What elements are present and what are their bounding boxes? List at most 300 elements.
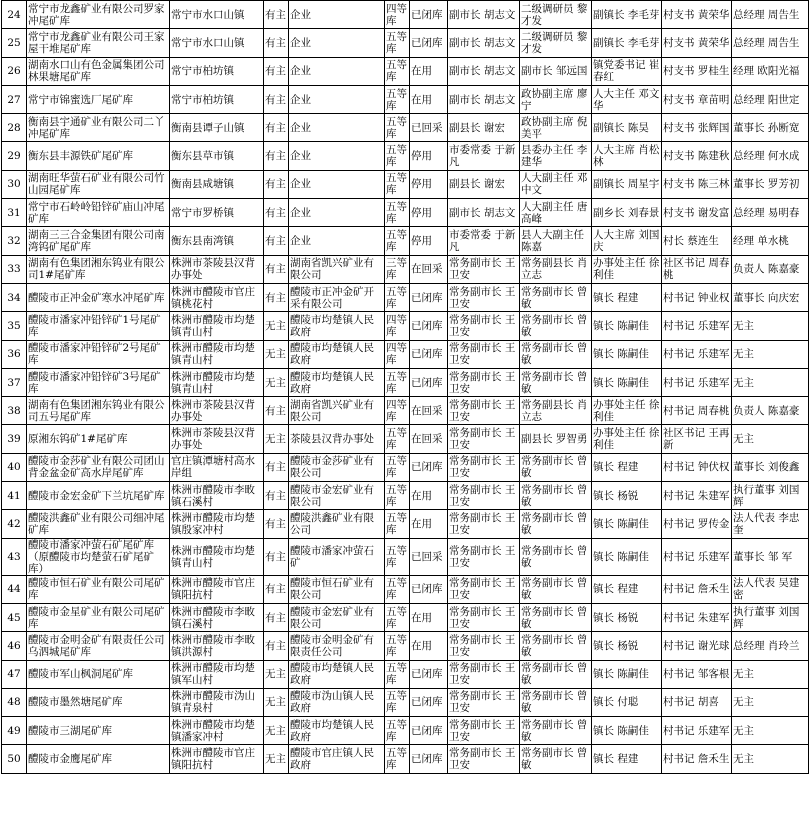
dept-leader-cell: 政协副主席 廖宁 [520, 85, 592, 113]
table-row [2, 255, 809, 283]
row-number-cell: 41 [2, 482, 27, 510]
dept-leader-cell: 常务副市长 曾敏 [520, 688, 592, 716]
status-cell: 已闭库 [410, 660, 448, 688]
dept-leader-cell: 常务副市长 曾敏 [520, 575, 592, 603]
town-leader-cell: 镇长 杨锐 [592, 482, 662, 510]
enterprise-leader-cell: 无主 [732, 340, 809, 368]
status-cell: 停用 [410, 227, 448, 255]
table-row [2, 227, 809, 255]
town-leader-cell: 镇长 陈嗣佳 [592, 368, 662, 396]
location-cell: 衡南县咸塘镇 [170, 170, 264, 198]
village-leader-cell: 村长 蔡连生 [662, 227, 732, 255]
status-cell: 已闭库 [410, 340, 448, 368]
pond-name-cell: 醴陵市恒石矿业有限公司尾矿库 [27, 575, 170, 603]
grade-cell: 五等库 [385, 85, 410, 113]
dept-leader-cell: 常务副市长 曾敏 [520, 660, 592, 688]
ownership-cell: 有主 [264, 29, 289, 57]
ownership-cell: 有主 [264, 227, 289, 255]
gov-leader-cell: 常务副市长 王卫安 [448, 425, 520, 453]
status-cell: 在回采 [410, 397, 448, 425]
responsible-unit-cell: 醴陵市恒石矿业有限公司 [289, 575, 385, 603]
gov-leader-cell: 常务副市长 王卫安 [448, 660, 520, 688]
enterprise-leader-cell: 董事长 向庆宏 [732, 283, 809, 311]
dept-leader-cell: 二级调研员 黎才发 [520, 29, 592, 57]
responsible-unit-cell: 企业 [289, 29, 385, 57]
row-number-cell: 28 [2, 114, 27, 142]
status-cell: 已闭库 [410, 717, 448, 745]
village-leader-cell: 村书记 乐建军 [662, 538, 732, 575]
pond-name-cell: 醴陵市潘家冲铅锌矿1号尾矿库 [27, 312, 170, 340]
pond-name-cell: 常宁市锦蜜选厂尾矿库 [27, 85, 170, 113]
ownership-cell: 有主 [264, 397, 289, 425]
gov-leader-cell: 常务副市长 王卫安 [448, 603, 520, 631]
enterprise-leader-cell: 无主 [732, 688, 809, 716]
village-leader-cell: 村书记 詹禾生 [662, 745, 732, 773]
dept-leader-cell: 副县长 罗智勇 [520, 425, 592, 453]
village-leader-cell: 村支书 陈建秋 [662, 142, 732, 170]
row-number-cell: 49 [2, 717, 27, 745]
gov-leader-cell: 常务副市长 王卫安 [448, 283, 520, 311]
grade-cell: 五等库 [385, 227, 410, 255]
enterprise-leader-cell: 经理 单水桃 [732, 227, 809, 255]
table-row [2, 199, 809, 227]
location-cell: 常宁市水口山镇 [170, 29, 264, 57]
grade-cell: 五等库 [385, 745, 410, 773]
pond-name-cell: 醴陵市正冲金矿寒水冲尾矿库 [27, 283, 170, 311]
responsible-unit-cell: 企业 [289, 142, 385, 170]
row-number-cell: 24 [2, 1, 27, 29]
town-leader-cell: 人大主席 刘国庆 [592, 227, 662, 255]
ownership-cell: 无主 [264, 717, 289, 745]
town-leader-cell: 副乡长 刘春景 [592, 199, 662, 227]
dept-leader-cell: 人大副主任 邓中文 [520, 170, 592, 198]
location-cell: 株洲市醴陵市均楚镇青山村 [170, 340, 264, 368]
table-row [2, 510, 809, 538]
grade-cell: 四等库 [385, 312, 410, 340]
responsible-unit-cell: 醴陵洪鑫矿业有限公司 [289, 510, 385, 538]
dept-leader-cell: 县委办主任 李建华 [520, 142, 592, 170]
dept-leader-cell: 政协副主席 倪美平 [520, 114, 592, 142]
table-row [2, 1, 809, 29]
table-row [2, 114, 809, 142]
enterprise-leader-cell: 董事长 罗芳初 [732, 170, 809, 198]
town-leader-cell: 办事处主任 徐利佳 [592, 425, 662, 453]
enterprise-leader-cell: 负责人 陈嘉豪 [732, 255, 809, 283]
gov-leader-cell: 常务副市长 王卫安 [448, 255, 520, 283]
pond-name-cell: 醴陵市金莎矿业有限公司团山背金盆金矿高水岸尾矿库 [27, 453, 170, 481]
row-number-cell: 33 [2, 255, 27, 283]
enterprise-leader-cell: 董事长 邹 军 [732, 538, 809, 575]
town-leader-cell: 办事处主任 徐利佳 [592, 397, 662, 425]
status-cell: 已闭库 [410, 453, 448, 481]
location-cell: 衡东县南湾镇 [170, 227, 264, 255]
pond-name-cell: 湖南有色集团湘东钨业有限公司五号尾矿库 [27, 397, 170, 425]
dept-leader-cell: 常务副市长 曾敏 [520, 717, 592, 745]
table-row [2, 340, 809, 368]
village-leader-cell: 村支书 黄荣华 [662, 1, 732, 29]
gov-leader-cell: 市委常委 于新凡 [448, 142, 520, 170]
gov-leader-cell: 常务副市长 王卫安 [448, 688, 520, 716]
row-number-cell: 39 [2, 425, 27, 453]
responsible-unit-cell: 醴陵市金宏矿业有限公司 [289, 603, 385, 631]
gov-leader-cell: 副县长 谢宏 [448, 170, 520, 198]
location-cell: 株洲市醴陵市官庄镇阳抗村 [170, 745, 264, 773]
grade-cell: 四等库 [385, 1, 410, 29]
village-leader-cell: 村书记 乐建军 [662, 368, 732, 396]
village-leader-cell: 村书记 乐建军 [662, 340, 732, 368]
gov-leader-cell: 常务副市长 王卫安 [448, 575, 520, 603]
table-row [2, 660, 809, 688]
village-leader-cell: 社区书记 王再新 [662, 425, 732, 453]
status-cell: 在回采 [410, 425, 448, 453]
grade-cell: 五等库 [385, 575, 410, 603]
grade-cell: 三等库 [385, 255, 410, 283]
row-number-cell: 42 [2, 510, 27, 538]
ownership-cell: 无主 [264, 312, 289, 340]
location-cell: 株洲市醴陵市均楚镇青山村 [170, 312, 264, 340]
gov-leader-cell: 副市长 胡志文 [448, 85, 520, 113]
table-row [2, 312, 809, 340]
row-number-cell: 27 [2, 85, 27, 113]
pond-name-cell: 衡南县宇通矿业有限公司二丫冲尾矿库 [27, 114, 170, 142]
village-leader-cell: 村书记 谢光球 [662, 632, 732, 660]
pond-name-cell: 原湘东钨矿1#尾矿库 [27, 425, 170, 453]
dept-leader-cell: 县人大副主任 陈嘉 [520, 227, 592, 255]
enterprise-leader-cell: 无主 [732, 660, 809, 688]
enterprise-leader-cell: 无主 [732, 745, 809, 773]
pond-name-cell: 醴陵市金明金矿有限责任公司乌泗城尾矿库 [27, 632, 170, 660]
status-cell: 停用 [410, 170, 448, 198]
gov-leader-cell: 常务副市长 王卫安 [448, 312, 520, 340]
ownership-cell: 有主 [264, 57, 289, 85]
town-leader-cell: 副镇长 李毛芽 [592, 1, 662, 29]
gov-leader-cell: 常务副市长 王卫安 [448, 538, 520, 575]
dept-leader-cell: 副市长 邹远国 [520, 57, 592, 85]
location-cell: 株洲市醴陵市均楚镇军山村 [170, 660, 264, 688]
status-cell: 已闭库 [410, 575, 448, 603]
town-leader-cell: 镇长 陈嗣佳 [592, 660, 662, 688]
table-row [2, 538, 809, 575]
responsible-unit-cell: 醴陵市均楚镇人民政府 [289, 340, 385, 368]
table-row [2, 283, 809, 311]
dept-leader-cell: 常务副市长 曾敏 [520, 482, 592, 510]
dept-leader-cell: 常务副县长 肖立志 [520, 255, 592, 283]
row-number-cell: 48 [2, 688, 27, 716]
row-number-cell: 43 [2, 538, 27, 575]
dept-leader-cell: 常务副市长 曾敏 [520, 745, 592, 773]
status-cell: 停用 [410, 142, 448, 170]
table-row [2, 688, 809, 716]
village-leader-cell: 村支书 谢发富 [662, 199, 732, 227]
responsible-unit-cell: 醴陵市均楚镇人民政府 [289, 312, 385, 340]
table-row [2, 29, 809, 57]
location-cell: 株洲市醴陵市李畋镇石溪村 [170, 482, 264, 510]
location-cell: 株洲市醴陵市李畋镇洪源村 [170, 632, 264, 660]
dept-leader-cell: 常务副市长 曾敏 [520, 632, 592, 660]
table-row [2, 603, 809, 631]
row-number-cell: 44 [2, 575, 27, 603]
responsible-unit-cell: 企业 [289, 170, 385, 198]
town-leader-cell: 镇长 杨锐 [592, 603, 662, 631]
dept-leader-cell: 常务副市长 曾敏 [520, 603, 592, 631]
gov-leader-cell: 常务副市长 王卫安 [448, 632, 520, 660]
location-cell: 常宁市水口山镇 [170, 1, 264, 29]
status-cell: 在用 [410, 482, 448, 510]
town-leader-cell: 人大主任 邓文华 [592, 85, 662, 113]
status-cell: 已回采 [410, 114, 448, 142]
enterprise-leader-cell: 总经理 易明春 [732, 199, 809, 227]
status-cell: 停用 [410, 199, 448, 227]
gov-leader-cell: 副市长 胡志文 [448, 199, 520, 227]
ownership-cell: 无主 [264, 425, 289, 453]
enterprise-leader-cell: 无主 [732, 425, 809, 453]
row-number-cell: 25 [2, 29, 27, 57]
row-number-cell: 46 [2, 632, 27, 660]
ownership-cell: 有主 [264, 255, 289, 283]
grade-cell: 四等库 [385, 340, 410, 368]
table-row [2, 717, 809, 745]
town-leader-cell: 镇长 程建 [592, 575, 662, 603]
ownership-cell: 有主 [264, 632, 289, 660]
row-number-cell: 31 [2, 199, 27, 227]
ownership-cell: 有主 [264, 114, 289, 142]
enterprise-leader-cell: 执行董事 刘国辉 [732, 603, 809, 631]
ownership-cell: 有主 [264, 170, 289, 198]
enterprise-leader-cell: 法人代表 李忠奎 [732, 510, 809, 538]
grade-cell: 五等库 [385, 660, 410, 688]
enterprise-leader-cell: 执行董事 刘国辉 [732, 482, 809, 510]
row-number-cell: 26 [2, 57, 27, 85]
responsible-unit-cell: 企业 [289, 1, 385, 29]
table-row [2, 482, 809, 510]
ownership-cell: 有主 [264, 283, 289, 311]
location-cell: 株洲市醴陵市沩山镇青泉村 [170, 688, 264, 716]
enterprise-leader-cell: 总经理 肖玲兰 [732, 632, 809, 660]
village-leader-cell: 村书记 乐建军 [662, 312, 732, 340]
status-cell: 在用 [410, 632, 448, 660]
gov-leader-cell: 副县长 谢宏 [448, 114, 520, 142]
table-row [2, 85, 809, 113]
location-cell: 常宁市罗桥镇 [170, 199, 264, 227]
responsible-unit-cell: 茶陵县汉背办事处 [289, 425, 385, 453]
gov-leader-cell: 市委常委 于新凡 [448, 227, 520, 255]
grade-cell: 五等库 [385, 688, 410, 716]
grade-cell: 五等库 [385, 603, 410, 631]
gov-leader-cell: 副市长 胡志文 [448, 57, 520, 85]
table-row [2, 368, 809, 396]
responsible-unit-cell: 企业 [289, 227, 385, 255]
village-leader-cell: 村书记 胡喜 [662, 688, 732, 716]
location-cell: 株洲市醴陵市均楚镇青山村 [170, 368, 264, 396]
location-cell: 衡南县谭子山镇 [170, 114, 264, 142]
responsible-unit-cell: 醴陵市金明金矿有限责任公司 [289, 632, 385, 660]
table-row [2, 425, 809, 453]
town-leader-cell: 办事处主任 徐利佳 [592, 255, 662, 283]
grade-cell: 五等库 [385, 170, 410, 198]
table-row [2, 745, 809, 773]
ownership-cell: 有主 [264, 575, 289, 603]
responsible-unit-cell: 醴陵市官庄镇人民政府 [289, 745, 385, 773]
pond-name-cell: 醴陵市潘家冲铅锌矿2号尾矿库 [27, 340, 170, 368]
responsible-unit-cell: 企业 [289, 57, 385, 85]
village-leader-cell: 村书记 詹禾生 [662, 575, 732, 603]
location-cell: 株洲市茶陵县汉背办事处 [170, 397, 264, 425]
village-leader-cell: 村书记 朱建军 [662, 603, 732, 631]
enterprise-leader-cell: 法人代表 吴建密 [732, 575, 809, 603]
town-leader-cell: 镇党委书记 崔春红 [592, 57, 662, 85]
table-row [2, 170, 809, 198]
ownership-cell: 有主 [264, 510, 289, 538]
enterprise-leader-cell: 总经理 周告生 [732, 29, 809, 57]
enterprise-leader-cell: 负责人 陈嘉豪 [732, 397, 809, 425]
responsible-unit-cell: 湖南省凯兴矿业有限公司 [289, 255, 385, 283]
town-leader-cell: 副镇长 李毛芽 [592, 29, 662, 57]
location-cell: 株洲市醴陵市均楚镇殷家冲村 [170, 510, 264, 538]
enterprise-leader-cell: 无主 [732, 368, 809, 396]
gov-leader-cell: 常务副市长 王卫安 [448, 368, 520, 396]
dept-leader-cell: 常务副市长 曾敏 [520, 453, 592, 481]
village-leader-cell: 村书记 罗传金 [662, 510, 732, 538]
gov-leader-cell: 副市长 胡志文 [448, 1, 520, 29]
table-row [2, 57, 809, 85]
responsible-unit-cell: 湖南省凯兴矿业有限公司 [289, 397, 385, 425]
grade-cell: 五等库 [385, 283, 410, 311]
town-leader-cell: 副镇长 陈昊 [592, 114, 662, 142]
grade-cell: 五等库 [385, 57, 410, 85]
town-leader-cell: 镇长 杨锐 [592, 632, 662, 660]
ownership-cell: 有主 [264, 199, 289, 227]
town-leader-cell: 镇长 陈嗣佳 [592, 312, 662, 340]
village-leader-cell: 村书记 邹客根 [662, 660, 732, 688]
location-cell: 株洲市茶陵县汉背办事处 [170, 425, 264, 453]
responsible-unit-cell: 醴陵市均楚镇人民政府 [289, 660, 385, 688]
location-cell: 株洲市醴陵市均楚镇潘家冲村 [170, 717, 264, 745]
pond-name-cell: 常宁市龙鑫矿业有限公司罗家冲尾矿库 [27, 1, 170, 29]
town-leader-cell: 人大主席 肖松林 [592, 142, 662, 170]
tailings-pond-table [1, 0, 809, 774]
status-cell: 已闭库 [410, 368, 448, 396]
location-cell: 株洲市醴陵市均楚镇青山村 [170, 538, 264, 575]
responsible-unit-cell: 醴陵市金莎矿业有限公司 [289, 453, 385, 481]
grade-cell: 五等库 [385, 510, 410, 538]
location-cell: 株洲市醴陵市李畋镇石溪村 [170, 603, 264, 631]
status-cell: 在用 [410, 57, 448, 85]
dept-leader-cell: 常务副市长 曾敏 [520, 368, 592, 396]
grade-cell: 五等库 [385, 142, 410, 170]
enterprise-leader-cell: 总经理 阳世定 [732, 85, 809, 113]
grade-cell: 五等库 [385, 453, 410, 481]
town-leader-cell: 镇长 陈嗣佳 [592, 717, 662, 745]
gov-leader-cell: 常务副市长 王卫安 [448, 510, 520, 538]
responsible-unit-cell: 醴陵市均楚镇人民政府 [289, 368, 385, 396]
status-cell: 在用 [410, 510, 448, 538]
row-number-cell: 30 [2, 170, 27, 198]
grade-cell: 五等库 [385, 368, 410, 396]
row-number-cell: 34 [2, 283, 27, 311]
village-leader-cell: 村支书 黄荣华 [662, 29, 732, 57]
grade-cell: 五等库 [385, 538, 410, 575]
ownership-cell: 无主 [264, 368, 289, 396]
responsible-unit-cell: 醴陵市潘家冲萤石矿 [289, 538, 385, 575]
ownership-cell: 有主 [264, 1, 289, 29]
ownership-cell: 有主 [264, 538, 289, 575]
status-cell: 已闭库 [410, 1, 448, 29]
row-number-cell: 36 [2, 340, 27, 368]
table-row [2, 142, 809, 170]
table-body [2, 1, 809, 774]
village-leader-cell: 村书记 周春桃 [662, 397, 732, 425]
pond-name-cell: 醴陵市金鹰尾矿库 [27, 745, 170, 773]
gov-leader-cell: 副市长 胡志文 [448, 29, 520, 57]
location-cell: 常宁市柏坊镇 [170, 85, 264, 113]
status-cell: 在用 [410, 85, 448, 113]
enterprise-leader-cell: 总经理 周告生 [732, 1, 809, 29]
status-cell: 已闭库 [410, 29, 448, 57]
village-leader-cell: 村书记 钟伏权 [662, 453, 732, 481]
pond-name-cell: 醴陵市墨然塘尾矿库 [27, 688, 170, 716]
enterprise-leader-cell: 无主 [732, 312, 809, 340]
dept-leader-cell: 常务副市长 曾敏 [520, 340, 592, 368]
dept-leader-cell: 二级调研员 黎才发 [520, 1, 592, 29]
location-cell: 株洲市茶陵县汉背办事处 [170, 255, 264, 283]
town-leader-cell: 镇长 陈嗣佳 [592, 510, 662, 538]
gov-leader-cell: 常务副市长 王卫安 [448, 482, 520, 510]
dept-leader-cell: 常务副市长 曾敏 [520, 510, 592, 538]
grade-cell: 五等库 [385, 114, 410, 142]
ownership-cell: 有主 [264, 142, 289, 170]
pond-name-cell: 醴陵市潘家冲铅锌矿3号尾矿库 [27, 368, 170, 396]
pond-name-cell: 醴陵市金宏金矿下兰坑尾矿库 [27, 482, 170, 510]
responsible-unit-cell: 醴陵市沩山镇人民政府 [289, 688, 385, 716]
ownership-cell: 有主 [264, 482, 289, 510]
gov-leader-cell: 常务副市长 王卫安 [448, 717, 520, 745]
pond-name-cell: 醴陵市潘家冲萤石矿尾矿库（原醴陵市均楚萤石矿尾矿库） [27, 538, 170, 575]
enterprise-leader-cell: 董事长 孙断宽 [732, 114, 809, 142]
town-leader-cell: 镇长 程建 [592, 453, 662, 481]
row-number-cell: 29 [2, 142, 27, 170]
village-leader-cell: 村支书 陈三林 [662, 170, 732, 198]
location-cell: 官庄镇潭塘村高水岸组 [170, 453, 264, 481]
village-leader-cell: 村书记 朱建军 [662, 482, 732, 510]
responsible-unit-cell: 企业 [289, 114, 385, 142]
responsible-unit-cell: 企业 [289, 85, 385, 113]
pond-name-cell: 常宁市石岭岭铅锌矿庙山冲尾矿库 [27, 199, 170, 227]
location-cell: 株洲市醴陵市官庄镇桃花村 [170, 283, 264, 311]
responsible-unit-cell: 企业 [289, 199, 385, 227]
ownership-cell: 无主 [264, 340, 289, 368]
status-cell: 已闭库 [410, 745, 448, 773]
row-number-cell: 37 [2, 368, 27, 396]
gov-leader-cell: 常务副市长 王卫安 [448, 745, 520, 773]
town-leader-cell: 镇长 付聪 [592, 688, 662, 716]
grade-cell: 五等库 [385, 482, 410, 510]
dept-leader-cell: 常务副县长 肖立志 [520, 397, 592, 425]
gov-leader-cell: 常务副市长 王卫安 [448, 340, 520, 368]
row-number-cell: 35 [2, 312, 27, 340]
status-cell: 已回采 [410, 538, 448, 575]
pond-name-cell: 醴陵市军山枫洞尾矿库 [27, 660, 170, 688]
status-cell: 已闭库 [410, 312, 448, 340]
status-cell: 在用 [410, 603, 448, 631]
ownership-cell: 无主 [264, 688, 289, 716]
village-leader-cell: 村支书 张辉国 [662, 114, 732, 142]
pond-name-cell: 醴陵市金星矿业有限公司尾矿库 [27, 603, 170, 631]
enterprise-leader-cell: 总经理 何水成 [732, 142, 809, 170]
town-leader-cell: 镇长 陈嗣佳 [592, 340, 662, 368]
status-cell: 已闭库 [410, 688, 448, 716]
ownership-cell: 无主 [264, 745, 289, 773]
town-leader-cell: 镇长 陈嗣佳 [592, 538, 662, 575]
